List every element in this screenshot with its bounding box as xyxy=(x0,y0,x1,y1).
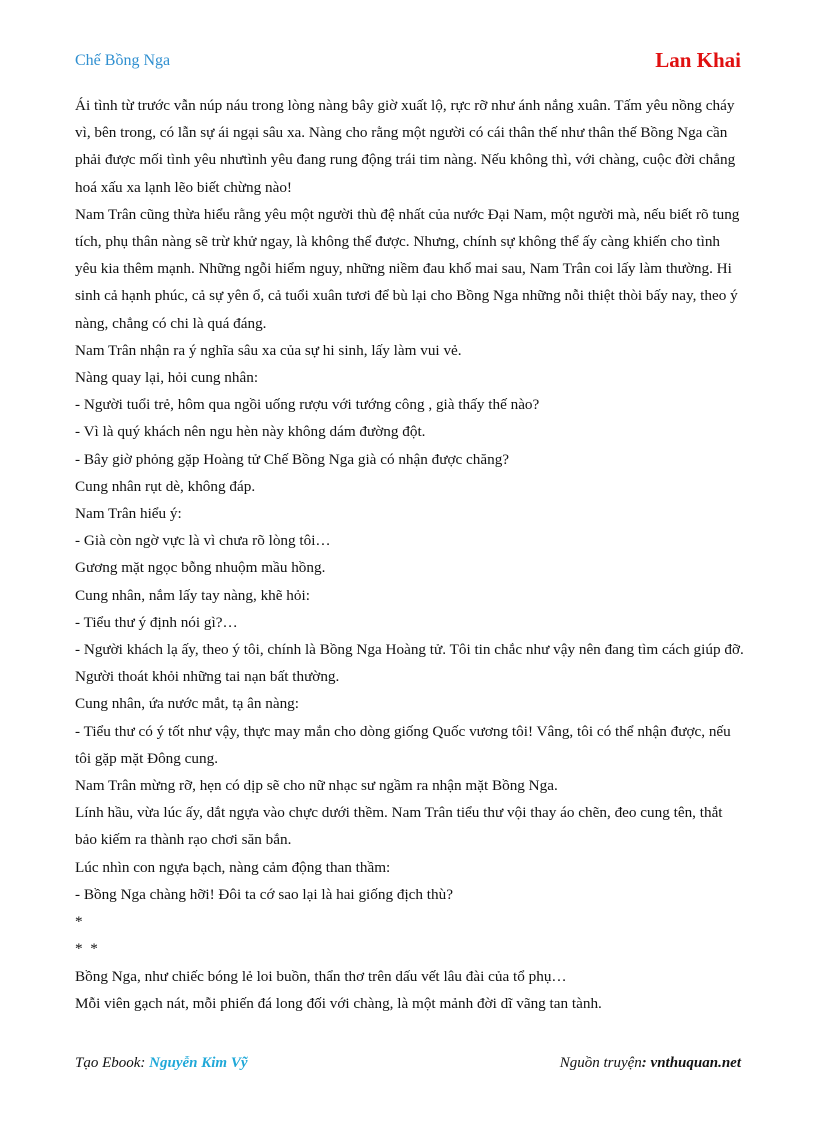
paragraph: Bồng Nga, như chiếc bóng lẻ loi buồn, thẩn thơ trên dấu vết lâu đài của tổ phụ… xyxy=(75,967,567,985)
page-footer xyxy=(75,1055,741,1079)
paragraph: Gương mặt ngọc bỗng nhuộm mầu hồng. xyxy=(75,559,326,577)
paragraph: - Tiểu thư có ý tốt như vậy, thực may mắn cho dòng giống Quốc vương tôi! Vâng, tôi có thể nhận được, nếu tôi gặp mặt Đông cung. xyxy=(75,722,731,767)
page-header xyxy=(75,48,741,78)
paragraph: Nam Trân cũng thừa hiểu rằng yêu một người thù đệ nhất của nước Đại Nam, một người mà, nếu biết rõ tung tích, phụ thân nàng sẽ trừ khử ngay, là không thể được. Nhưng, chính sự không thể ấy càng khiến cho tình yêu kia thêm mạnh. Những ngỗi hiểm nguy, những niềm đau khổ mai sau, Nam Trân coi lấy làm thường. Hi sinh cả hạnh phúc, cả sự yên ổ, cả tuổi xuân tươi để bù lại cho Bồng Nga những nỗi thiệt thòi bấy nay, theo ý nàng, chẳng có chi là quá đáng. xyxy=(75,205,740,332)
ebook-creator-name: Nguyễn Kim Vỹ xyxy=(149,1055,248,1071)
section-separator: * xyxy=(75,913,83,931)
paragraph: - Vì là quý khách nên ngu hèn này không dám đường đột. xyxy=(75,423,426,441)
paragraph: Lúc nhìn con ngựa bạch, nàng cảm động than thầm: xyxy=(75,858,391,876)
paragraph: - Người tuổi trẻ, hôm qua ngồi uống rượu với tướng công , già thấy thế nào? xyxy=(75,396,540,414)
separator: : xyxy=(140,1055,146,1071)
body-text xyxy=(75,92,745,1017)
paragraph: Cung nhân rụt dè, không đáp. xyxy=(75,477,256,495)
author-name: Lan Khai xyxy=(655,48,741,72)
paragraph: Nam Trân hiểu ý: xyxy=(75,505,182,523)
paragraph: Cung nhân, nắm lấy tay nàng, khẽ hỏi: xyxy=(75,586,310,604)
paragraph: - Người khách lạ ấy, theo ý tôi, chính là Bồng Nga Hoàng tử. Tôi tin chắc như vậy nên đang tìm cách giúp đỡ. Người thoát khỏi những tai nạn bất thường. xyxy=(75,641,744,686)
book-title: Chế Bồng Nga xyxy=(75,52,171,69)
paragraph: Nam Trân nhận ra ý nghĩa sâu xa của sự hi sinh, lấy làm vui vẻ. xyxy=(75,341,462,359)
ebook-label: Tạo Ebook xyxy=(75,1055,141,1071)
paragraph: Mỗi viên gạch nát, mỗi phiến đá long đối với chàng, là một mảnh đời dĩ vãng tan tành. xyxy=(75,994,602,1012)
paragraph: - Bồng Nga chàng hỡi! Đôi ta cớ sao lại là hai giống địch thù? xyxy=(75,885,453,903)
paragraph: - Già còn ngờ vực là vì chưa rõ lòng tôi… xyxy=(75,532,331,550)
source-credit xyxy=(560,1055,741,1072)
section-separator: * * xyxy=(75,940,98,958)
separator: : xyxy=(641,1055,647,1071)
paragraph: Lính hầu, vừa lúc ấy, dắt ngựa vào chực dưới thềm. Nam Trân tiểu thư vội thay áo chẽn, đeo cung tên, thắt bảo kiếm ra thành rạo chơi săn bắn. xyxy=(75,804,723,849)
paragraph: - Bây giờ phỏng gặp Hoàng tử Chế Bồng Nga già có nhận được chăng? xyxy=(75,450,510,468)
paragraph: Cung nhân, ứa nước mắt, tạ ân nàng: xyxy=(75,695,299,713)
paragraph: Ái tình từ trước vẫn núp náu trong lòng nàng bây giờ xuất lộ, rực rỡ như ánh nắng xuân. Tấm yêu nồng cháy vì, bên trong, có lẫn sự ái ngại sâu xa. Nàng cho rằng một người có cái thân thế như thân thế Bồng Nga cần phải được mối tình yêu nhưtình yêu đang rung động trái tim nàng. Nếu không thì, với chàng, cuộc đời chẳng hoá xấu xa lạnh lẽo biết chừng nào! xyxy=(75,97,736,196)
source-label: Nguồn truyện xyxy=(559,1055,642,1071)
paragraph: Nàng quay lại, hỏi cung nhân: xyxy=(75,369,259,387)
paragraph: Nam Trân mừng rỡ, hẹn có dịp sẽ cho nữ nhạc sư ngầm ra nhận mặt Bồng Nga. xyxy=(75,777,558,795)
source-site: vnthuquan.net xyxy=(650,1055,741,1071)
paragraph: - Tiểu thư ý định nói gì?… xyxy=(75,613,238,631)
ebook-credit xyxy=(75,1055,248,1072)
